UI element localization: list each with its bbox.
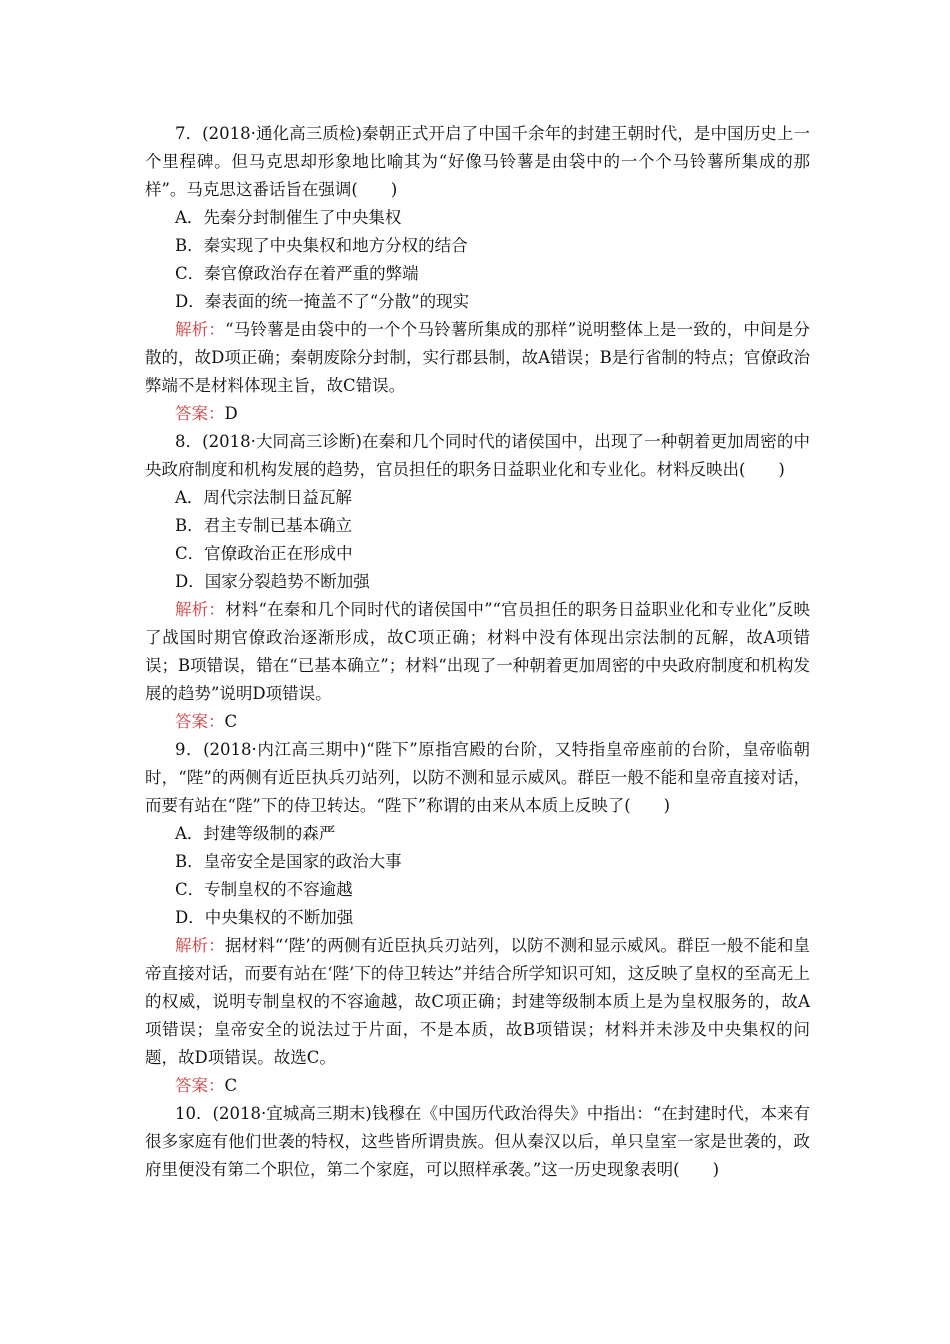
- answer-label: 答案：: [175, 1076, 225, 1095]
- question-block: [145, 428, 810, 736]
- answer-option: D．秦表面的统一掩盖不了“分散”的现实: [175, 292, 470, 311]
- answer-option: C．秦官僚政治存在着严重的弊端: [175, 264, 419, 283]
- answer-option: A．先秦分封制催生了中央集权: [175, 208, 402, 227]
- answer-option: B．秦实现了中央集权和地方分权的结合: [175, 236, 468, 255]
- question-block: [145, 736, 810, 1100]
- answer-option: B．皇帝安全是国家的政治大事: [175, 852, 402, 871]
- answer-option: C．官僚政治正在形成中: [175, 544, 353, 563]
- question-stem: 9．(2018·内江高三期中)“陛下”原指宫殿的台阶，又特指皇帝座前的台阶，皇帝临朝时，“陛”的两侧有近臣执兵刃站列，以防不测和显示威风。群臣一般不能和皇帝直接对话，而要有站在“陛”下的侍卫转达。“陛下”称谓的由来从本质上反映了( ): [145, 740, 810, 815]
- answer-value: C: [224, 712, 238, 731]
- explanation: [145, 932, 810, 1072]
- explanation: [145, 316, 810, 400]
- question-stem: 7．(2018·通化高三质检)秦朝正式开启了中国千余年的封建王朝时代，是中国历史上一个里程碑。但马克思却形象地比喻其为“好像马铃薯是由袋中的一个个马铃薯所集成的那样”。马克思这番话旨在强调( ): [145, 124, 810, 199]
- explanation-text: 据材料“‘陛’的两侧有近臣执兵刃站列，以防不测和显示威风。群臣一般不能和皇帝直接对话，而要有站在‘陛’下的侍卫转达”并结合所学知识可知，这反映了皇权的至高无上的权威，说明专制皇权的不容逾越，故C项正确；封建等级制本质上是为皇权服务的，故A项错误；皇帝安全的说法过于片面，不是本质，故B项错误；材料并未涉及中央集权的问题，故D项错误。故选C。: [145, 936, 811, 1067]
- question-block: [145, 120, 810, 428]
- answer-option: A．周代宗法制日益瓦解: [175, 488, 352, 507]
- answer-option: B．君主专制已基本确立: [175, 516, 353, 535]
- explanation-label: 解析：: [175, 600, 226, 619]
- answer-option: D．国家分裂趋势不断加强: [175, 572, 370, 591]
- answer-label: 答案：: [175, 404, 225, 423]
- explanation-label: 解析：: [175, 320, 226, 339]
- answer-option: D．中央集权的不断加强: [175, 908, 354, 927]
- answer-option: A．封建等级制的森严: [175, 824, 336, 843]
- answer: [145, 1072, 810, 1100]
- answer-label: 答案：: [175, 712, 225, 731]
- question-stem: 10．(2018·宜城高三期末)钱穆在《中国历代政治得失》中指出：“在封建时代，本来有很多家庭有他们世袭的特权，这些皆所谓贵族。但从秦汉以后，单只皇室一家是世袭的，政府里便没有第二个职位，第二个家庭，可以照样承袭。”这一历史现象表明( ): [145, 1104, 810, 1179]
- explanation-text: 材料“在秦和几个同时代的诸侯国中”“官员担任的职务日益职业化和专业化”反映了战国时期官僚政治逐渐形成，故C项正确；材料中没有体现出宗法制的瓦解，故A项错误；B项错误，错在“已基本确立”；材料“出现了一种朝着更加周密的中央政府制度和机构发展的趋势”说明D项错误。: [145, 600, 810, 703]
- explanation: [145, 596, 810, 708]
- answer: [145, 708, 810, 736]
- answer-value: D: [224, 404, 238, 423]
- question-block: [145, 1100, 810, 1184]
- answer-option: C．专制皇权的不容逾越: [175, 880, 353, 899]
- explanation-text: “马铃薯是由袋中的一个个马铃薯所集成的那样”说明整体上是一致的，中间是分散的，故D项正确；秦朝废除分封制，实行郡县制，故A错误；B是行省制的特点；官僚政治弊端不是材料体现主旨，故C错误。: [145, 320, 811, 395]
- explanation-label: 解析：: [175, 936, 225, 955]
- question-list: [145, 120, 810, 1184]
- answer-value: C: [224, 1076, 238, 1095]
- question-stem: 8．(2018·大同高三诊断)在秦和几个同时代的诸侯国中，出现了一种朝着更加周密的中央政府制度和机构发展的趋势，官员担任的职务日益职业化和专业化。材料反映出( ): [145, 432, 810, 479]
- answer: [145, 400, 810, 428]
